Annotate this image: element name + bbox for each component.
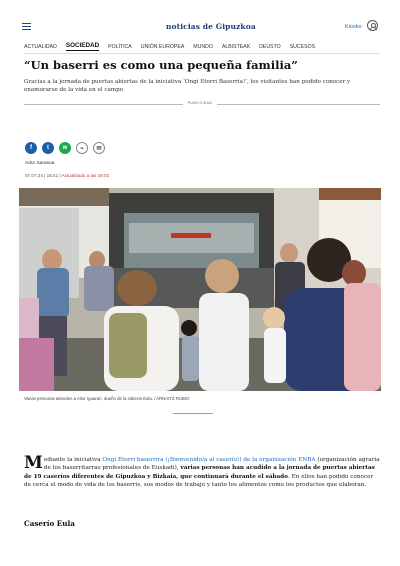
article-subtitle: Gracias a la jornada de puertas abiertas de la iniciativa ‘Ongi Etorri Baserria!’, los visitantes han podido conocer y enamorarse de la vida en el campo [24,79,351,93]
nav-item-sucesos[interactable]: SUCESOS [289,43,316,50]
photo-credit: / ARNAITZ RUBIO [154,396,190,401]
nav-item-deusto[interactable]: DEUSTO [259,43,281,50]
facebook-icon[interactable]: f [25,142,37,154]
photo-caption: Varias personas atienden a Aitor Iguaran, dueño de la sidrería Eula. / ARNAITZ RUBIO [24,396,190,401]
section-nav [24,40,380,54]
publish-date: 07.07.24 | 16:41 | [25,173,61,178]
nav-item-mundo[interactable]: MUNDO [193,43,213,50]
green-divider [173,413,213,414]
enba-link[interactable]: Ongi Etorri baserrira (¡Bienvenido/a al caserío!) de la organización ENBA [102,457,316,463]
dateline [25,173,109,178]
ad-label: PUBLICIDAD [0,101,400,105]
photo-illustration [19,188,381,391]
nav-item-actualidad[interactable]: ACTUALIDAD [24,43,57,50]
article-title: “Un baserri es como una pequeña familia” [24,58,298,72]
top-bar [0,0,400,40]
share-bar [25,142,110,154]
site-logo[interactable]: noticias de Gipuzkoa [166,22,256,31]
whatsapp-icon[interactable]: w [59,142,71,154]
nav-item-union-europea[interactable]: UNIÓN EUROPEA [140,43,185,50]
nav-item-albisteak[interactable]: ALBISTEAK [221,43,251,50]
mail-icon[interactable]: ✉ [93,142,105,154]
twitter-icon[interactable]: t [42,142,54,154]
kiosk-link[interactable]: Kiosko [345,24,362,30]
nav-item-sociedad[interactable]: SOCIEDAD [65,42,100,49]
section-heading: Caserío Eula [24,519,75,528]
updated-time: Actualizado a las 19:02 [61,173,110,178]
author-name[interactable]: Adur Sarasua [25,161,55,166]
article-body: Mediante la iniciativa Ongi Etorri baserrira (¡Bienvenido/a al caserío!) de la organización ENBA (organización agraria de los baserritarras profesionales de Euskadi), varias personas han acudido a la jornada de puertas abiertas de 19 caseríos diferentes de Gipuzkoa y Bizkaia, que continuará durante el sábado. En ellos han podido conocer de cerca el modo de vida de los baserris, sus modos de trabajo y tanto los alimentos como los productos que elaboran. [24,453,380,488]
dropcap: M [24,453,43,473]
user-icon[interactable] [367,20,378,31]
article-photo[interactable] [19,188,381,391]
menu-icon[interactable] [22,23,31,30]
nav-item-politica[interactable]: POLÍTICA [108,43,132,50]
link-icon[interactable]: ⌁ [76,142,88,154]
